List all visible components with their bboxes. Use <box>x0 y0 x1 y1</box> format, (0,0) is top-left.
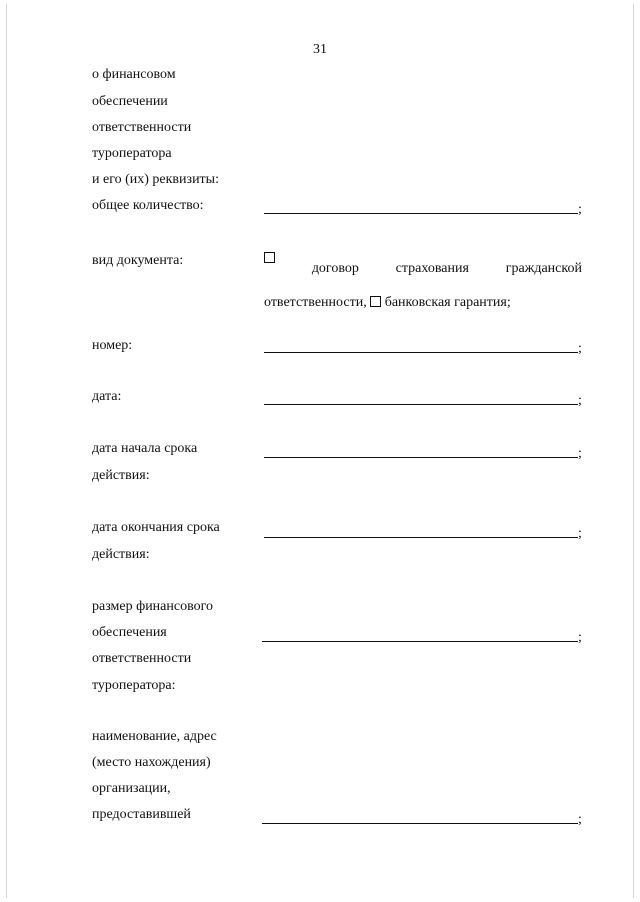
total-count-label: общее количество: <box>92 198 204 213</box>
end-date-label-2: действия: <box>92 547 150 562</box>
org-suffix: ; <box>578 812 582 827</box>
insurance-checkbox[interactable] <box>264 252 275 263</box>
option1-tail: ответственности, <box>264 295 367 310</box>
org-label-2: (место нахождения) <box>92 755 211 770</box>
date-suffix: ; <box>578 393 582 408</box>
end-date-field[interactable] <box>264 537 578 538</box>
page-number: 31 <box>313 42 327 57</box>
option2-label: банковская гарантия; <box>384 295 511 310</box>
bank-guarantee-checkbox[interactable] <box>370 296 381 307</box>
header-line-2: обеспечении <box>92 94 168 109</box>
doc-type-label: вид документа: <box>92 253 184 268</box>
option1-word-2: страхования <box>395 261 469 276</box>
number-field[interactable] <box>264 352 578 353</box>
total-count-field[interactable] <box>264 213 578 214</box>
doc-type-options <box>264 252 582 320</box>
org-label-4: предоставившей <box>92 807 191 822</box>
header-line-5: и его (их) реквизиты: <box>92 172 219 187</box>
option1-word-3: гражданской <box>505 261 582 276</box>
amount-label-2: обеспечения <box>92 625 167 640</box>
amount-label-3: ответственности <box>92 651 192 666</box>
amount-suffix: ; <box>578 630 582 645</box>
start-date-field[interactable] <box>264 457 578 458</box>
header-line-1: о финансовом <box>92 67 176 82</box>
option1-word-1: договор <box>311 261 359 276</box>
number-label: номер: <box>92 338 133 353</box>
number-suffix: ; <box>578 341 582 356</box>
org-field[interactable] <box>262 823 578 824</box>
date-field[interactable] <box>264 404 578 405</box>
start-date-label-2: действия: <box>92 468 150 483</box>
org-label-3: организации, <box>92 781 171 796</box>
end-date-suffix: ; <box>578 526 582 541</box>
amount-field[interactable] <box>262 641 578 642</box>
org-label-1: наименование, адрес <box>92 729 217 744</box>
header-line-3: ответственности <box>92 120 192 135</box>
date-label: дата: <box>92 389 122 404</box>
header-line-4: туроператора <box>92 146 172 161</box>
total-count-suffix: ; <box>578 202 582 217</box>
amount-label-1: размер финансового <box>92 599 214 614</box>
start-date-label-1: дата начала срока <box>92 441 198 456</box>
start-date-suffix: ; <box>578 446 582 461</box>
amount-label-4: туроператора: <box>92 678 176 693</box>
end-date-label-1: дата окончания срока <box>92 520 220 535</box>
